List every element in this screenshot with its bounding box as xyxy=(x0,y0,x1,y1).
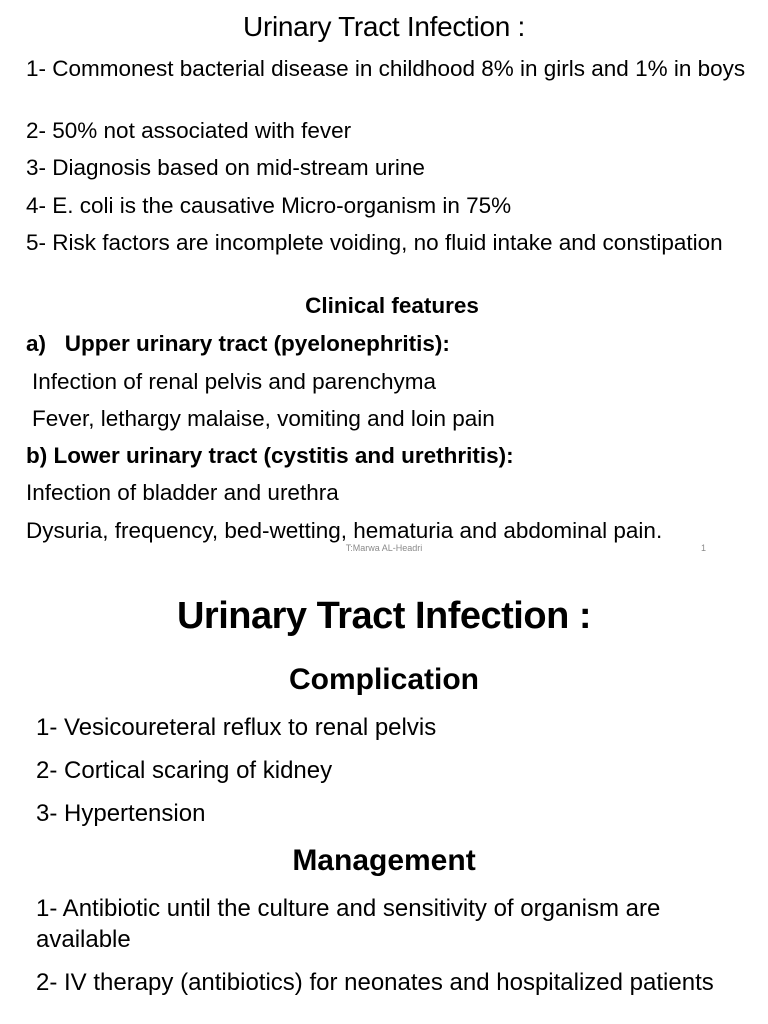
complication-item-3: 3- Hypertension xyxy=(36,800,206,827)
complication-item-1: 1- Vesicoureteral reflux to renal pelvis xyxy=(36,714,437,741)
slide-divider xyxy=(0,560,768,578)
management-heading: Management xyxy=(292,844,476,877)
lower-tract-line-2: Dysuria, frequency, bed-wetting, hematuria and abdominal pain. xyxy=(26,518,663,543)
management-item-2: 2- IV therapy (antibiotics) for neonates and hospitalized patients xyxy=(36,969,714,996)
clinical-features-heading: Clinical features xyxy=(305,293,479,318)
footer-page-number: 1 xyxy=(701,543,707,553)
point-3: 3- Diagnosis based on mid-stream urine xyxy=(26,155,425,180)
complication-heading: Complication xyxy=(288,663,479,696)
point-1: 1- Commonest bacterial disease in childhood 8% in girls and 1% in boys xyxy=(26,56,746,81)
point-5: 5- Risk factors are incomplete voiding, no fluid intake and constipation xyxy=(26,230,723,255)
complication-item-2: 2- Cortical scaring of kidney xyxy=(36,757,333,784)
management-item-1: 1- Antibiotic until the culture and sensitivity of organism are available xyxy=(36,895,661,953)
point-2: 2- 50% not associated with fever xyxy=(26,118,352,143)
lower-tract-line-1: Infection of bladder and urethra xyxy=(26,480,339,505)
upper-tract-line-2: Fever, lethargy malaise, vomiting and loin pain xyxy=(32,406,495,431)
slide-2 xyxy=(0,578,768,1024)
lower-tract-label: b) Lower urinary tract (cystitis and urethritis): xyxy=(26,443,514,468)
slide-2-title: Urinary Tract Infection : xyxy=(176,595,592,637)
footer-author: T:Marwa AL-Headri xyxy=(345,543,423,553)
point-4: 4- E. coli is the causative Micro-organism in 75% xyxy=(26,193,512,218)
upper-tract-label: a) Upper urinary tract (pyelonephritis): xyxy=(26,331,450,356)
slide-1-title: Urinary Tract Infection : xyxy=(243,11,525,42)
upper-tract-line-1: Infection of renal pelvis and parenchyma xyxy=(32,369,436,394)
